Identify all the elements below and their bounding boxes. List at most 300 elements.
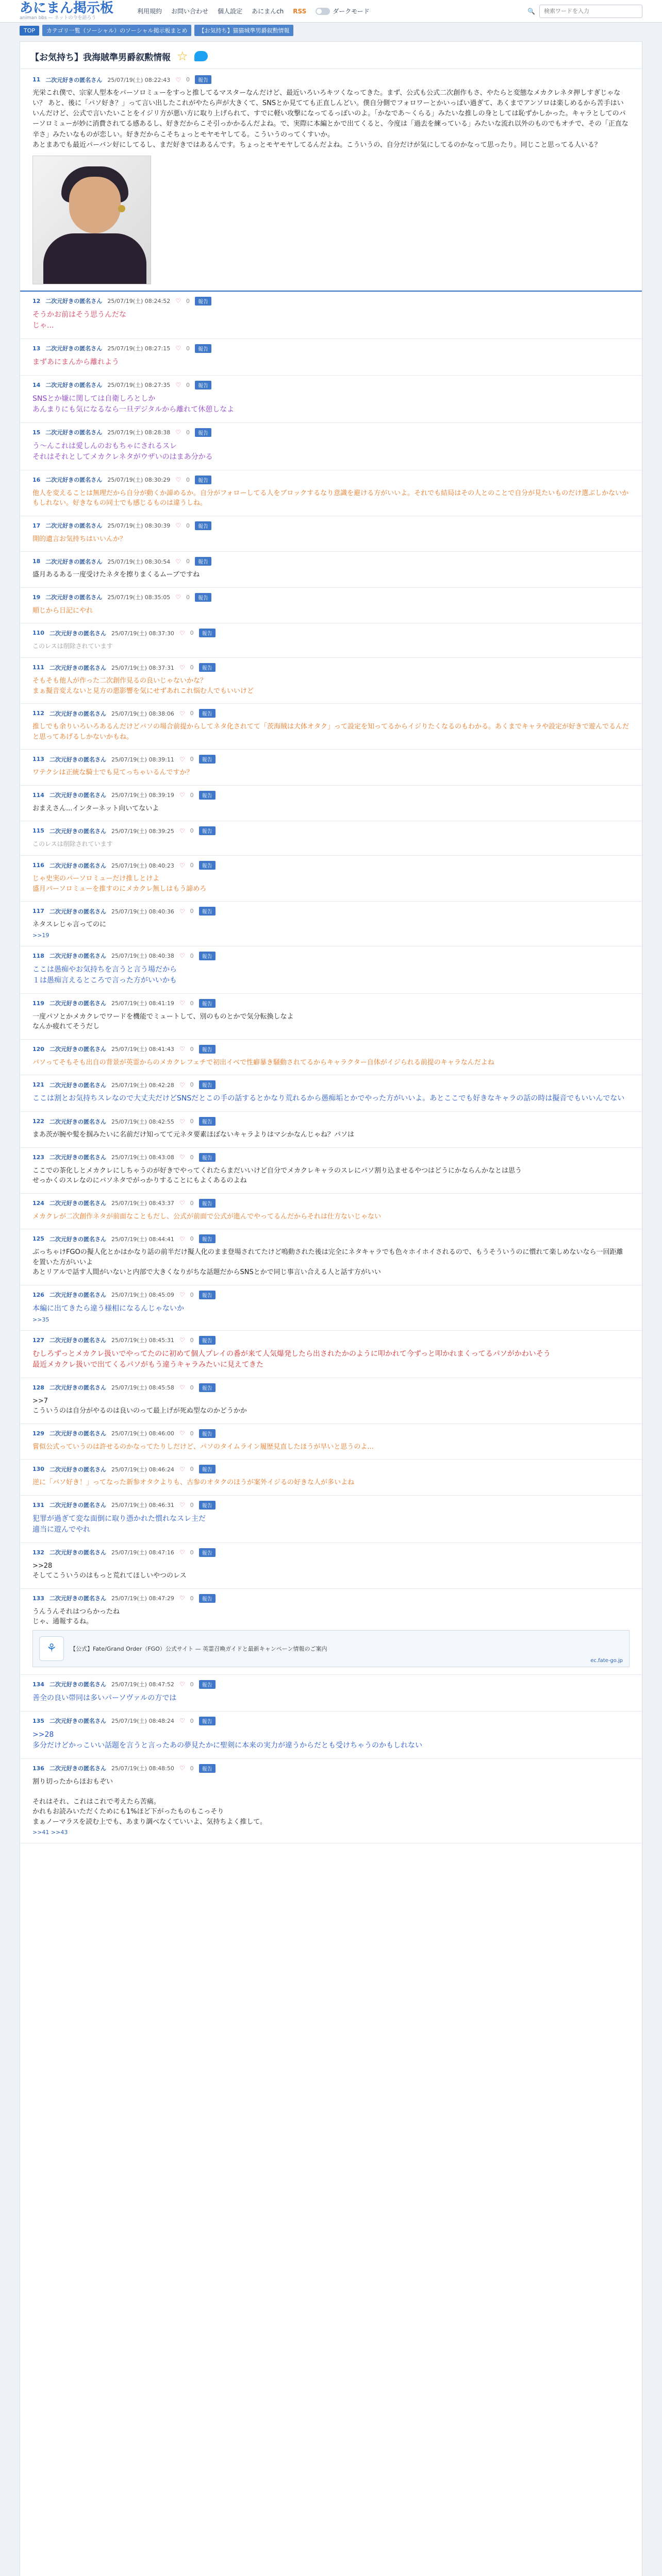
nav-rss[interactable]: RSS	[293, 7, 307, 15]
like-count: 0	[190, 1291, 194, 1298]
post-date: 25/07/19(土) 08:42:55	[111, 1118, 174, 1125]
post-meta	[32, 1045, 630, 1054]
post-date: 25/07/19(土) 08:47:29	[111, 1595, 174, 1602]
post-meta	[32, 557, 630, 566]
poster-name: 二次元好きの匿名さん	[49, 1292, 106, 1299]
post-date: 25/07/19(土) 08:43:08	[111, 1154, 174, 1161]
illustration-face	[69, 177, 121, 233]
report-button[interactable]: 報告	[199, 791, 216, 800]
poster-name: 二次元好きの匿名さん	[49, 1466, 106, 1473]
like-count: 0	[190, 1466, 194, 1473]
report-button[interactable]: 報告	[199, 861, 216, 870]
like-count: 0	[190, 1336, 194, 1344]
post-meta	[32, 952, 630, 960]
like-count: 0	[186, 594, 190, 601]
heart-icon[interactable]: ♡	[179, 1199, 185, 1207]
like-count: 0	[190, 1717, 194, 1724]
post-number[interactable]: 13	[32, 345, 41, 352]
post-date: 25/07/19(土) 08:22:43	[107, 76, 171, 83]
post-number[interactable]: 128	[32, 1384, 44, 1391]
post	[20, 1040, 642, 1076]
post-date: 25/07/19(土) 08:30:29	[107, 477, 171, 484]
post-meta	[32, 1429, 630, 1438]
post-meta	[32, 907, 630, 916]
reply-anchor[interactable]: >>41 >>43	[32, 1829, 68, 1836]
post-date: 25/07/19(土) 08:44:41	[111, 1235, 174, 1243]
post-meta	[32, 381, 630, 389]
post-date: 25/07/19(土) 08:48:24	[111, 1718, 174, 1725]
heart-icon[interactable]: ♡	[179, 1681, 185, 1688]
post-number[interactable]: 120	[32, 1045, 44, 1053]
deleted-notice: このレスは削除されています	[32, 840, 113, 848]
post-meta	[32, 629, 630, 637]
report-button[interactable]: 報告	[199, 1080, 216, 1089]
post	[20, 1331, 642, 1378]
post	[20, 994, 642, 1040]
top-nav	[137, 7, 370, 15]
post-number[interactable]: 112	[32, 710, 44, 717]
post	[20, 821, 642, 856]
post	[20, 1589, 642, 1675]
like-count: 0	[186, 345, 190, 352]
poster-name: 二次元好きの匿名さん	[49, 664, 106, 671]
poster-name: 二次元好きの匿名さん	[45, 298, 103, 305]
heart-icon[interactable]: ♡	[179, 1045, 185, 1053]
report-button[interactable]: 報告	[199, 709, 216, 718]
post-text: ここでの茶化しとメカクレにしちゃうのが好きでやってくれたらまだいいけど自分でメカクレキャラのスレにパソ割り込ませるやつはどうにかならんかなとは思う せっかくのスレなのにパソネタでがっかりすることにもよくあるのよね	[32, 1166, 522, 1185]
like-count: 0	[186, 558, 190, 565]
report-button[interactable]: 報告	[199, 999, 216, 1008]
post-meta	[32, 1336, 630, 1345]
report-button[interactable]: 報告	[195, 75, 211, 84]
breadcrumb-top[interactable]: TOP	[20, 26, 39, 36]
post-number[interactable]: 135	[32, 1717, 44, 1724]
reply-anchor[interactable]: >>19	[32, 931, 49, 939]
post-date: 25/07/19(土) 08:35:05	[107, 594, 171, 601]
post-text: パソってそもそも出自の背景が英霊からのメカクレフェチで初出イベで性癖暴き騒動されてるからキャラクター自体がイジられる前提のキャラなんだよね	[32, 1058, 494, 1066]
post-number[interactable]: 19	[32, 594, 41, 601]
post-meta	[32, 1291, 630, 1299]
post-date: 25/07/19(土) 08:46:00	[111, 1430, 174, 1437]
post	[20, 1711, 642, 1759]
report-button[interactable]: 報告	[199, 1501, 216, 1510]
post-list	[20, 292, 642, 1844]
post	[20, 376, 642, 423]
post-number[interactable]: 11	[32, 76, 41, 83]
report-button[interactable]: 報告	[199, 1764, 216, 1773]
poster-name: 二次元好きの匿名さん	[49, 1681, 106, 1688]
post-date: 25/07/19(土) 08:37:30	[111, 630, 174, 637]
heart-icon[interactable]: ♡	[179, 629, 185, 637]
poster-name: 二次元好きの匿名さん	[45, 522, 103, 530]
poster-name: 二次元好きの匿名さん	[45, 382, 103, 389]
like-count: 0	[190, 999, 194, 1007]
post	[20, 658, 642, 704]
post-number[interactable]: 122	[32, 1118, 44, 1125]
like-count: 0	[190, 791, 194, 799]
dark-mode-label: ダークモード	[333, 8, 370, 15]
post-number[interactable]: 18	[32, 558, 41, 565]
poster-name: 二次元好きの匿名さん	[49, 1046, 106, 1053]
nav-terms[interactable]: 利用規約	[137, 8, 162, 15]
post-date: 25/07/19(土) 08:30:39	[107, 522, 171, 530]
heart-icon[interactable]: ♡	[179, 1117, 185, 1125]
post-date: 25/07/19(土) 08:30:54	[107, 558, 171, 565]
op-text-2: あとまあでも最近パーバン好にしてるし、まだ好きではあるんです。ちょっとモヤモヤしてるんだよね。こういうの、自分だけが気にしてるのかなって思ったり。同じこと思ってる人いる？	[32, 141, 601, 149]
heart-icon[interactable]: ♡	[179, 1291, 185, 1299]
breadcrumb-category[interactable]: カテゴリ一覧（ソーシャル）のソーシャル掲示板まとめ	[42, 25, 191, 36]
like-count: 0	[190, 1045, 194, 1053]
poster-name: 二次元好きの匿名さん	[49, 630, 106, 637]
report-button[interactable]: 報告	[199, 1594, 216, 1603]
post-date: 25/07/19(土) 08:47:16	[111, 1549, 174, 1556]
post-meta	[32, 1080, 630, 1089]
report-button[interactable]: 報告	[199, 1291, 216, 1299]
post-number[interactable]: 116	[32, 862, 44, 869]
report-button[interactable]: 報告	[199, 1199, 216, 1208]
like-count: 0	[186, 297, 190, 304]
post-text: ぶっちゃけFGOの擬人化とかはかなり話の前半だけ擬人化のまま登場されてたけど鳴動された後は完全にネタキャラでも色々ホイホイされるので、もうそういうのに慣れて楽しめないなら一回距離を置いた方がいいよ あとリアルで話す人間がいないと内部で大きくなりがちな話題だからSNSとかで同じ事言い合える人と話す方がいい	[32, 1248, 623, 1277]
nav-contact[interactable]: お問い合わせ	[171, 8, 209, 15]
report-button[interactable]: 報告	[195, 428, 211, 437]
like-count: 0	[186, 429, 190, 436]
post-date: 25/07/19(土) 08:45:31	[111, 1337, 174, 1344]
heart-icon[interactable]: ♡	[179, 755, 185, 763]
nav-animanch[interactable]: あにまんch	[252, 8, 284, 15]
post-number[interactable]: 16	[32, 476, 41, 483]
post-text: じゃ史実のパーソロミューだけ推しとけよ 盛月パーソロミューを推すのにメカクレ無しはもう諦めろ	[32, 875, 207, 893]
report-button[interactable]: 報告	[195, 476, 211, 484]
post	[20, 1112, 642, 1148]
post-meta	[32, 709, 630, 718]
poster-name: 二次元好きの匿名さん	[49, 792, 106, 799]
link-preview-text: 【公式】Fate/Grand Order（FGO）公式サイト — 英霊召喚ガイドと最新キャンペーン情報のご案内	[70, 1645, 327, 1652]
poster-name: 二次元好きの匿名さん	[49, 1502, 106, 1509]
poster-name: 二次元好きの匿名さん	[49, 1118, 106, 1125]
like-count: 0	[190, 1681, 194, 1688]
reply-anchor[interactable]: >>35	[32, 1316, 49, 1323]
post-text: まあ茨が腕や髪を掴みたいに名前だけ知ってて元ネタ要素ほぼないキャラよりはマシかなんじゃね？パソは	[32, 1131, 355, 1139]
poster-name: 二次元好きの匿名さん	[49, 1154, 106, 1161]
heart-icon[interactable]: ♡	[179, 1595, 185, 1602]
post-date: 25/07/19(土) 08:40:23	[111, 862, 174, 869]
heart-icon[interactable]: ♡	[179, 1081, 185, 1089]
report-button[interactable]: 報告	[199, 952, 216, 960]
poster-name: 二次元好きの匿名さん	[49, 908, 106, 915]
report-button[interactable]: 報告	[199, 1117, 216, 1126]
post-meta	[32, 1153, 630, 1162]
post-meta	[32, 1383, 630, 1392]
heart-icon[interactable]: ♡	[175, 381, 181, 389]
like-count: 0	[190, 1765, 194, 1772]
poster-name: 二次元好きの匿名さん	[49, 1549, 106, 1556]
heart-icon[interactable]: ♡	[175, 557, 181, 565]
post	[20, 339, 642, 376]
post-text: ワテクシは正統な騎士でも見てっちゃいるんですか？	[32, 769, 193, 777]
post-number[interactable]: 117	[32, 908, 44, 915]
op-image[interactable]	[32, 156, 151, 284]
site-logo[interactable]	[20, 2, 113, 21]
post	[20, 552, 642, 588]
post	[20, 750, 642, 786]
post-number[interactable]: 123	[32, 1154, 44, 1161]
post-text: 一度パソとかメカクレでワードを機能でミュートして、別のものとかで気分転換しなよ なんか疲れてそうだし	[32, 1012, 294, 1031]
report-button[interactable]: 報告	[199, 1717, 216, 1725]
report-button[interactable]: 報告	[199, 1336, 216, 1345]
post-date: 25/07/19(土) 08:42:28	[111, 1081, 174, 1089]
report-button[interactable]: 報告	[195, 593, 211, 602]
heart-icon[interactable]: ♡	[179, 791, 185, 799]
poster-name: 二次元好きの匿名さん	[49, 1337, 106, 1344]
post	[20, 516, 642, 552]
poster-name: 二次元好きの匿名さん	[49, 827, 106, 835]
post	[20, 1075, 642, 1112]
post-meta	[32, 1117, 630, 1126]
like-count: 0	[190, 952, 194, 959]
like-count: 0	[190, 1235, 194, 1243]
post-number[interactable]: 111	[32, 664, 44, 671]
post	[20, 856, 642, 902]
report-button[interactable]: 報告	[199, 629, 216, 637]
heart-icon[interactable]: ♡	[179, 1235, 185, 1243]
post	[20, 1378, 642, 1424]
report-button[interactable]: 報告	[199, 1234, 216, 1243]
post-meta	[32, 476, 630, 484]
post-date: 25/07/19(土) 08:41:19	[111, 1000, 174, 1007]
post-date: 25/07/19(土) 08:45:58	[111, 1384, 174, 1392]
like-count: 0	[190, 1081, 194, 1089]
heart-icon[interactable]: ♡	[179, 1717, 185, 1725]
heart-icon[interactable]: ♡	[175, 594, 181, 601]
thread-container	[20, 41, 642, 2576]
poster-name: 二次元好きの匿名さん	[49, 953, 106, 960]
poster-name: 二次元好きの匿名さん	[49, 862, 106, 869]
heart-icon[interactable]: ♡	[175, 76, 181, 83]
heart-icon[interactable]: ♡	[179, 1430, 185, 1437]
post-date: 25/07/19(土) 08:39:19	[111, 792, 174, 799]
heart-icon[interactable]: ♡	[175, 476, 181, 484]
heart-icon[interactable]: ♡	[179, 664, 185, 671]
post-number[interactable]: 124	[32, 1199, 44, 1207]
post-text: >>28 多分だけどかっこいい話題を言うと言ったあの夢見たかに聖剣に本来の実力が違うからだとも受けちゃうのかもしれない	[32, 1730, 422, 1750]
op-text: 光栄これ僕で、宗家人型本をパーソロミューをすっと推してるマスターなんだけど、最近いろいろキツくなってきた。まず、公式も公式二次創作もさ、やたらと変態なメカクレネタ押しすぎじゃない？ あと、後に「パソ好き？」って言い出したこれがやたら声が大きくて、SNSとか見てても正直しんどい。僕自分側でフォロワーとかいっぱい過ぎて、あくまでアンソロは楽しめるから苦手はいいんだけど、公式で言いたいことをイジリ方が悪い方に取り上げられて、すでに軽い攻撃になってるっぽいのよ。「かなであ〜くらる」みたいな推しの身としては恥ずかしかった。キャラとしてのパーソロミューが妙に消費されてる感あるし、好きだからこそ引っかかるんだよね。で、実際に本編とかで出てくると、今度は「過去を練っている」みたいな流れ以外のものでもオチで、その「正直な辛さ」みたいなものが恋しい。好きだからこそちょっとモヤモヤしてる。こういうのってくすいか。	[32, 89, 628, 139]
post	[20, 423, 642, 470]
report-button[interactable]: 報告	[195, 557, 211, 566]
post-number[interactable]: 114	[32, 791, 44, 799]
report-button[interactable]: 報告	[199, 907, 216, 916]
report-button[interactable]: 報告	[199, 1548, 216, 1557]
toggle-switch-icon	[316, 8, 330, 15]
post-text: 他人を変えることは無理だから自分が動くか諦めるか。自分がフォローしてる人をブロックするなり意識を避ける方がいいよ。それでも結局はその人とのことで自分が見たいものだけ選ぶしかないかもしれない。好きなもの同士でも感じるものは違うしね。	[32, 489, 629, 507]
thread-title: 【お気持ち】我海賊準男爵叙勲情報	[30, 52, 171, 63]
post-meta	[32, 755, 630, 764]
heart-icon[interactable]: ♡	[179, 861, 185, 869]
post-number[interactable]: 15	[32, 429, 41, 436]
like-count: 0	[190, 1199, 194, 1207]
report-button[interactable]: 報告	[195, 381, 211, 389]
post-number[interactable]: 129	[32, 1430, 44, 1437]
op-post	[20, 69, 642, 292]
poster-name: 二次元好きの匿名さん	[49, 1765, 106, 1772]
post-number[interactable]: 113	[32, 756, 44, 763]
search-input[interactable]	[539, 5, 642, 18]
report-button[interactable]: 報告	[199, 1429, 216, 1438]
poster-name: 二次元好きの匿名さん	[45, 429, 103, 436]
site-favicon-icon: ⚘	[39, 1636, 64, 1661]
post-text: ネタスレじゃ言ってのに	[32, 921, 107, 929]
heart-icon[interactable]: ♡	[179, 1154, 185, 1161]
post-number[interactable]: 14	[32, 381, 41, 388]
like-count: 0	[186, 522, 190, 529]
poster-name: 二次元好きの匿名さん	[45, 558, 103, 565]
report-button[interactable]: 報告	[199, 1153, 216, 1162]
post-date: 25/07/19(土) 08:47:52	[111, 1681, 174, 1688]
heart-icon[interactable]: ♡	[175, 429, 181, 436]
favorite-star-icon[interactable]: ☆	[177, 49, 188, 63]
report-button[interactable]: 報告	[199, 663, 216, 672]
heart-icon[interactable]: ♡	[179, 1465, 185, 1473]
post-text: 善全の良い帯同は多いパーソヴァルの方では	[32, 1693, 177, 1702]
post-number[interactable]: 131	[32, 1501, 44, 1509]
post	[20, 1285, 642, 1331]
dark-mode-toggle[interactable]	[316, 7, 370, 15]
report-button[interactable]: 報告	[195, 521, 211, 530]
post-number[interactable]: 118	[32, 952, 44, 959]
post	[20, 1460, 642, 1496]
heart-icon[interactable]: ♡	[179, 1765, 185, 1772]
post-text: ここは割とお気持ちスレなので大丈夫だけどSNSだとこの手の話するとかなり荒れるから愚痴垢とかでやった方がいいよ。あとここでも好きなキャラの話の時は擬音でもいいんでない	[32, 1094, 625, 1103]
post-meta	[32, 1717, 630, 1725]
post-text: まずあにまんから離れよう	[32, 358, 119, 366]
poster-name: 二次元好きの匿名さん	[45, 345, 103, 352]
heart-icon[interactable]: ♡	[175, 297, 181, 305]
post-number[interactable]: 127	[32, 1336, 44, 1344]
post-number[interactable]: 121	[32, 1081, 44, 1089]
like-count: 0	[190, 1430, 194, 1437]
post-text: >>28 そしてこういうのはもっと荒れてほしいやつのレス	[32, 1562, 187, 1580]
report-button[interactable]: 報告	[195, 344, 211, 353]
post-number[interactable]: 125	[32, 1235, 44, 1243]
poster-name: 二次元好きの匿名さん	[49, 1200, 106, 1207]
post	[20, 588, 642, 624]
report-button[interactable]: 報告	[195, 297, 211, 306]
poster-name: 二次元好きの匿名さん	[49, 1595, 106, 1602]
post	[20, 1194, 642, 1230]
post-date: 25/07/19(土) 08:39:11	[111, 756, 174, 763]
report-button[interactable]: 報告	[199, 1465, 216, 1473]
post-meta	[32, 344, 630, 353]
heart-icon[interactable]: ♡	[179, 999, 185, 1007]
post-text: 本編に出てきたら違う様相になるんじゃないか	[32, 1304, 184, 1313]
post-text: おまえさん...インターネット向いてないよ	[32, 804, 159, 812]
like-count: 0	[190, 1595, 194, 1602]
like-count: 0	[190, 1384, 194, 1391]
post-number[interactable]: 133	[32, 1595, 44, 1602]
poster-name: 二次元好きの匿名さん	[49, 1430, 106, 1437]
post-text: 逆に「パソ好き！」ってなった新参オタクよりも、古参のオタクのほうが案外イジるの好きな人が多いよね	[32, 1479, 355, 1487]
thread-title-row	[20, 42, 642, 69]
like-count: 0	[190, 630, 194, 637]
post-number[interactable]: 136	[32, 1765, 44, 1772]
heart-icon[interactable]: ♡	[179, 1549, 185, 1556]
post-text: SNSとか嫌に関しては自衛しろとしか あんまりにも気になるなら一旦デジタルから離れて休憩しなよ	[32, 394, 235, 414]
like-count: 0	[190, 827, 194, 835]
report-button[interactable]: 報告	[199, 1383, 216, 1392]
report-button[interactable]: 報告	[199, 826, 216, 835]
heart-icon[interactable]: ♡	[179, 1501, 185, 1509]
post-text: ここは愚痴やお気持ちを言うと言う場だから １は愚痴言えるところで言った方がいいかも	[32, 965, 177, 985]
post	[20, 1496, 642, 1543]
report-button[interactable]: 報告	[199, 1045, 216, 1054]
post-number[interactable]: 119	[32, 999, 44, 1007]
post-text: うんうんそれはつらかったね じゃ、通報するね。	[32, 1607, 120, 1626]
heart-icon[interactable]: ♡	[179, 1336, 185, 1344]
post-number[interactable]: 132	[32, 1549, 44, 1556]
post	[20, 704, 642, 750]
post-number[interactable]: 130	[32, 1466, 44, 1473]
post-date: 25/07/19(土) 08:27:15	[107, 345, 171, 352]
post-number[interactable]: 17	[32, 522, 41, 529]
post-text: う〜んこれは愛しんのおもちゃにされるスレ それはそれとしてメカクレネタがウザいのはまあ分かる	[32, 442, 213, 461]
poster-name: 二次元好きの匿名さん	[45, 76, 103, 83]
post	[20, 623, 642, 658]
heart-icon[interactable]: ♡	[179, 952, 185, 960]
heart-icon[interactable]: ♡	[179, 907, 185, 915]
heart-icon[interactable]: ♡	[179, 709, 185, 717]
search-icon: 🔍	[527, 7, 535, 15]
post-text: >>7 こういうのは自分がやるのは良いのって最上げが死ぬ型なのかどうかか	[32, 1397, 247, 1415]
post-meta	[32, 1764, 630, 1773]
heart-icon[interactable]: ♡	[175, 345, 181, 352]
report-button[interactable]: 報告	[199, 1680, 216, 1689]
post-date: 25/07/19(土) 08:37:31	[111, 664, 174, 671]
post-number[interactable]: 12	[32, 297, 41, 304]
post-text: 開的遺言お気持ちはいいんか？	[32, 535, 127, 543]
logo-subtext: animan bbs — ネットの今を語ろう	[20, 15, 96, 21]
twitter-share-icon[interactable]	[194, 51, 208, 61]
heart-icon[interactable]: ♡	[175, 522, 181, 530]
link-preview-domain: ec.fate-go.jp	[590, 1657, 623, 1664]
post-number[interactable]: 134	[32, 1681, 44, 1688]
post-meta	[32, 1199, 630, 1208]
heart-icon[interactable]: ♡	[179, 1384, 185, 1392]
post-date: 25/07/19(土) 08:24:52	[107, 298, 171, 305]
post-meta	[32, 999, 630, 1008]
post-meta	[32, 826, 630, 835]
post-meta	[32, 1234, 630, 1243]
report-button[interactable]: 報告	[199, 755, 216, 764]
post-number[interactable]: 110	[32, 630, 44, 637]
nav-settings[interactable]: 個人設定	[218, 8, 243, 15]
post-date: 25/07/19(土) 08:28:38	[107, 429, 171, 436]
post-number[interactable]: 126	[32, 1291, 44, 1298]
post	[20, 1543, 642, 1589]
post	[20, 292, 642, 339]
post-number[interactable]: 115	[32, 827, 44, 835]
post	[20, 470, 642, 516]
breadcrumb-thread[interactable]: 【お気持ち】猫猫城準男爵叙勲情報	[194, 25, 293, 36]
post-text: 嘗似公式っていうのは許せるのかなってたりしだけど、パソのタイムライン履歴見直したほうが早いと思うのよ...	[32, 1443, 374, 1451]
like-count: 0	[186, 476, 190, 483]
like-count: 0	[190, 1154, 194, 1161]
illustration-earring	[118, 205, 125, 212]
like-count: 0	[190, 664, 194, 671]
link-preview-card[interactable]	[32, 1630, 630, 1667]
heart-icon[interactable]: ♡	[179, 827, 185, 835]
post-date: 25/07/19(土) 08:46:31	[111, 1502, 174, 1509]
post-meta	[32, 1548, 630, 1557]
post	[20, 902, 642, 946]
